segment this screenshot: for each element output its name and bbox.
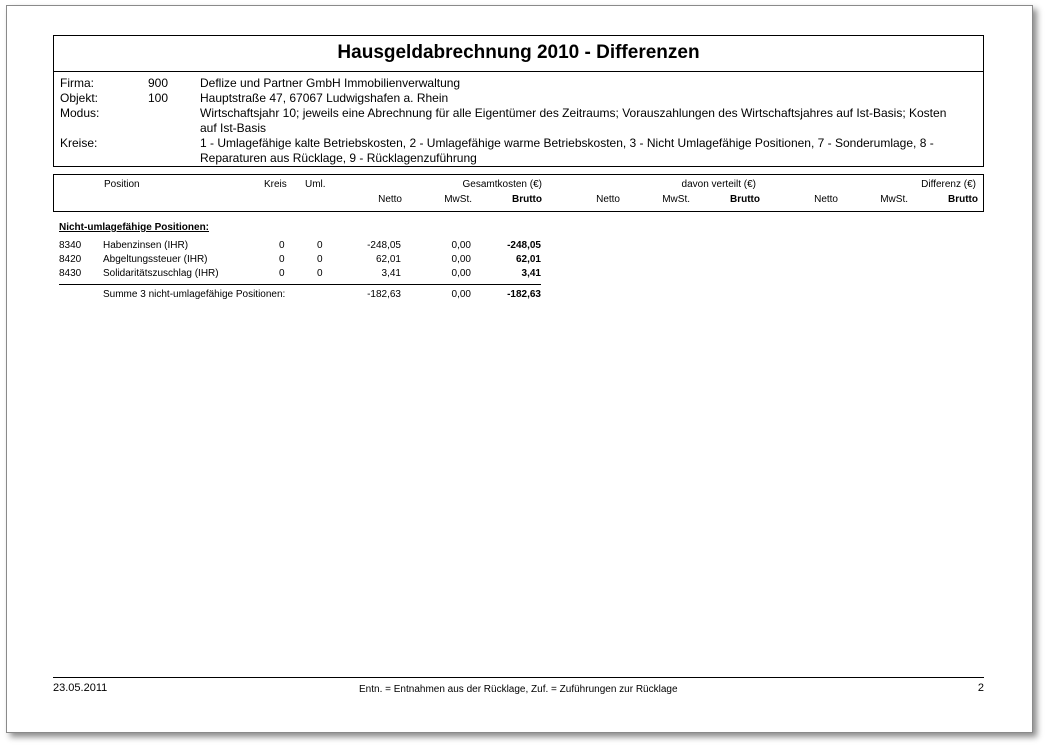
modus-text: Wirtschaftsjahr 10; jeweils eine Abrechnung für alle Eigentümer des Zeitraums; Vorauszahlungen des Wirtschaftsjahres auf Ist-Basis; Kosten auf Ist-Basis (200, 106, 947, 135)
row-netto: 3,41 (381, 268, 401, 279)
row-uml: 0 (317, 240, 323, 251)
firma-name: Deflize und Partner GmbH Immobilienverwaltung (200, 76, 461, 90)
row-nr: 8420 (59, 254, 82, 265)
row-kreis: 0 (279, 268, 285, 279)
col-uml: Uml. (305, 179, 326, 190)
page-number: 2 (977, 682, 984, 694)
row-brutto: -248,05 (507, 240, 541, 251)
row-name: Solidaritätszuschlag (IHR) (103, 268, 219, 279)
row-brutto: 3,41 (521, 268, 541, 279)
col-kreis: Kreis (264, 179, 287, 190)
row-nr: 8430 (59, 268, 82, 279)
row-kreis: 0 (279, 254, 285, 265)
sum-mwst: 0,00 (451, 289, 471, 300)
col-brutto-2: Brutto (730, 194, 760, 205)
col-mwst-1: MwSt. (444, 194, 472, 205)
row-name: Abgeltungssteuer (IHR) (103, 254, 208, 265)
row-uml: 0 (317, 254, 323, 265)
row-brutto: 62,01 (515, 254, 541, 265)
objekt-nr: 100 (148, 91, 169, 105)
sum-divider (59, 284, 541, 285)
col-netto-1: Netto (378, 194, 402, 205)
col-mwst-2: MwSt. (662, 194, 690, 205)
footer-date: 23.05.2011 (53, 682, 108, 694)
row-name: Habenzinsen (IHR) (103, 240, 189, 251)
info-box (53, 70, 984, 167)
row-mwst: 0,00 (451, 268, 471, 279)
row-nr: 8340 (59, 240, 82, 251)
objekt-label: Objekt: (60, 91, 99, 105)
sum-netto: -182,63 (367, 289, 401, 300)
row-uml: 0 (317, 268, 323, 279)
col-gesamtkosten: Gesamtkosten (€) (462, 179, 542, 190)
section-title: Nicht-umlagefähige Positionen: (59, 222, 210, 233)
col-mwst-3: MwSt. (880, 194, 908, 205)
column-header (53, 174, 984, 212)
footer-divider (53, 677, 984, 678)
col-netto-3: Netto (814, 194, 838, 205)
col-differenz: Differenz (€) (921, 179, 976, 190)
row-mwst: 0,00 (451, 240, 471, 251)
col-position: Position (104, 179, 140, 190)
firma-nr: 900 (148, 76, 169, 90)
col-davon-verteilt: davon verteilt (€) (681, 179, 756, 190)
objekt-address: Hauptstraße 47, 67067 Ludwigshafen a. Rhein (200, 91, 449, 105)
sum-brutto: -182,63 (507, 289, 541, 300)
modus-label: Modus: (60, 106, 100, 120)
report-title: Hausgeldabrechnung 2010 - Differenzen (337, 42, 700, 63)
row-mwst: 0,00 (451, 254, 471, 265)
row-netto: -248,05 (367, 240, 401, 251)
firma-label: Firma: (60, 76, 94, 90)
col-brutto-3: Brutto (948, 194, 978, 205)
kreise-label: Kreise: (60, 136, 98, 150)
title-box (53, 35, 984, 72)
col-brutto-1: Brutto (512, 194, 542, 205)
kreise-text: 1 - Umlagefähige kalte Betriebskosten, 2 - Umlagefähige warme Betriebskosten, 3 - Nicht Umlagefähige Positionen, 7 - Sonderumlage, 8 - Reparaturen aus Rücklage, 9 - Rücklagenzuführung (200, 136, 934, 165)
report-page (6, 5, 1033, 733)
row-netto: 62,01 (375, 254, 401, 265)
col-netto-2: Netto (596, 194, 620, 205)
sum-label: Summe 3 nicht-umlagefähige Positionen: (103, 289, 286, 300)
row-kreis: 0 (279, 240, 285, 251)
footer-note: Entn. = Entnahmen aus der Rücklage, Zuf. = Zuführungen zur Rücklage (359, 684, 678, 695)
